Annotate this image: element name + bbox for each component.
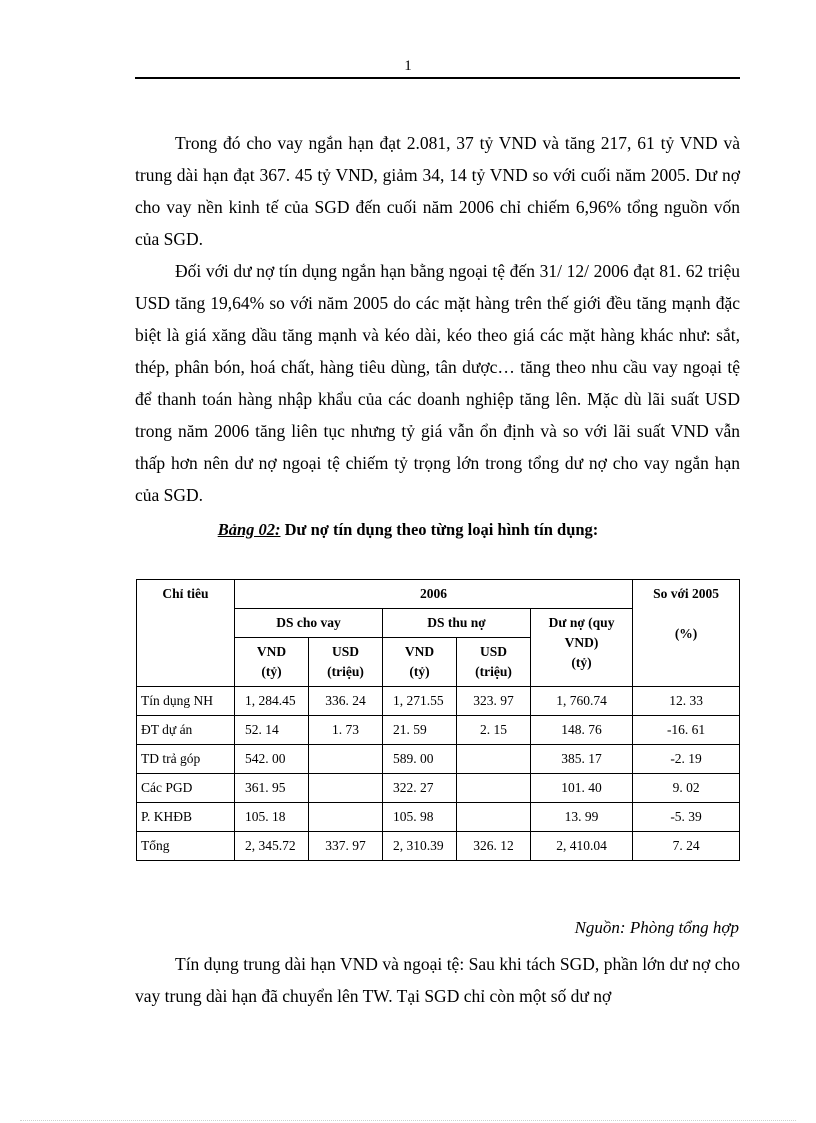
header-usd-unit: (triệu) xyxy=(327,664,364,679)
table-cell-tn-vnd: 105. 98 xyxy=(383,803,457,832)
table-cell-label: Tín dụng NH xyxy=(137,687,235,716)
table-cell-tn-usd: 323. 97 xyxy=(457,687,531,716)
table-cell-pct: 9. 02 xyxy=(633,774,740,803)
table-cell-cv-usd: 337. 97 xyxy=(309,832,383,861)
table-cell-label: P. KHĐB xyxy=(137,803,235,832)
table-cell-cv-vnd: 1, 284.45 xyxy=(235,687,309,716)
header-rule xyxy=(135,77,740,79)
table-cell-cv-usd xyxy=(309,745,383,774)
table-cell-pct: -16. 61 xyxy=(633,716,740,745)
table-cell-pct: -2. 19 xyxy=(633,745,740,774)
table-caption-title: Dư nợ tín dụng theo từng loại hình tín dụng: xyxy=(280,520,599,539)
table-cell-cv-vnd: 361. 95 xyxy=(235,774,309,803)
table-source: Nguồn: Phòng tổng hợp xyxy=(574,918,739,937)
header-ds-cho-vay: DS cho vay xyxy=(235,609,383,638)
header-ds-thu-no: DS thu nợ xyxy=(383,609,531,638)
table-cell-cv-usd xyxy=(309,803,383,832)
header-vnd-label: VND xyxy=(404,644,435,659)
table-cell-tn-usd xyxy=(457,774,531,803)
table-row xyxy=(137,687,740,716)
table-cell-tn-usd: 326. 12 xyxy=(457,832,531,861)
table-row xyxy=(137,774,740,803)
table-cell-label: Tổng xyxy=(137,832,235,861)
header-du-no xyxy=(531,609,633,687)
credit-table xyxy=(136,579,740,861)
table-row xyxy=(137,803,740,832)
table-cell-tn-vnd: 322. 27 xyxy=(383,774,457,803)
header-so-voi xyxy=(633,580,740,687)
header-cv-usd xyxy=(309,638,383,687)
header-so-voi-label: So với 2005 xyxy=(653,586,720,601)
paragraph: Trong đó cho vay ngắn hạn đạt 2.081, 37 tỷ VND và tăng 217, 61 tỷ VND và trung dài hạn đạt 367. 45 tỷ VND, giảm 34, 14 tỷ VND so với cuối năm 2005. Dư nợ cho vay nền kinh tế của SGD đến cuối năm 2006 chỉ chiếm 6,96% tổng nguồn vốn của SGD. xyxy=(135,133,740,249)
table-cell-label: ĐT dự án xyxy=(137,716,235,745)
header-du-no-unit: (tỷ) xyxy=(571,655,592,670)
header-vnd-unit: (tỷ) xyxy=(409,664,430,679)
table-cell-cv-usd: 1. 73 xyxy=(309,716,383,745)
table-row xyxy=(137,832,740,861)
header-tn-usd xyxy=(457,638,531,687)
header-usd-label: USD xyxy=(331,644,359,659)
body-text-bottom xyxy=(135,948,740,1012)
paragraph: Tín dụng trung dài hạn VND và ngoại tệ: Sau khi tách SGD, phần lớn dư nợ cho vay trung dài hạn đã chuyển lên TW. Tại SGD chỉ còn một số dư nợ xyxy=(135,954,740,1006)
table-cell-pct: -5. 39 xyxy=(633,803,740,832)
table-cell-cv-usd: 336. 24 xyxy=(309,687,383,716)
table-cell-tn-vnd: 2, 310.39 xyxy=(383,832,457,861)
table-cell-du-no: 1, 760.74 xyxy=(531,687,633,716)
table-cell-du-no: 148. 76 xyxy=(531,716,633,745)
header-du-no-label: Dư nợ (quy VND) xyxy=(548,615,615,650)
table-cell-label: Các PGD xyxy=(137,774,235,803)
header-chi-tieu: Chỉ tiêu xyxy=(137,580,235,687)
table-cell-tn-vnd: 21. 59 xyxy=(383,716,457,745)
table-cell-tn-vnd: 1, 271.55 xyxy=(383,687,457,716)
header-cv-vnd xyxy=(235,638,309,687)
header-vnd-unit: (tỷ) xyxy=(261,664,282,679)
header-tn-vnd xyxy=(383,638,457,687)
table-row xyxy=(137,745,740,774)
body-text-top xyxy=(135,127,740,511)
header-usd-unit: (triệu) xyxy=(475,664,512,679)
table-cell-cv-usd xyxy=(309,774,383,803)
table-cell-cv-vnd: 2, 345.72 xyxy=(235,832,309,861)
table-cell-du-no: 101. 40 xyxy=(531,774,633,803)
table-cell-cv-vnd: 52. 14 xyxy=(235,716,309,745)
header-vnd-label: VND xyxy=(256,644,287,659)
table-cell-du-no: 13. 99 xyxy=(531,803,633,832)
paragraph: Đối với dư nợ tín dụng ngắn hạn bằng ngoại tệ đến 31/ 12/ 2006 đạt 81. 62 triệu USD tăng 19,64% so với năm 2005 do các mặt hàng trên thế giới đều tăng mạnh đặc biệt là giá xăng dầu tăng mạnh và kéo dài, kéo theo giá các mặt hàng khác như: sắt, thép, phân bón, hoá chất, hàng tiêu dùng, tân dược… tăng theo nhu cầu vay ngoại tệ để thanh toán hàng nhập khẩu của các doanh nghiệp tăng lên. Mặc dù lãi suất USD trong năm 2006 tăng liên tục nhưng tỷ giá vẫn ổn định và so với lãi suất VND vẫn thấp hơn nên dư nợ ngoại tệ chiếm tỷ trọng lớn trong tổng dư nợ cho vay ngắn hạn của SGD. xyxy=(135,261,740,505)
table-cell-pct: 12. 33 xyxy=(633,687,740,716)
table-caption xyxy=(0,520,816,540)
header-so-voi-unit: (%) xyxy=(674,626,698,641)
table-cell-tn-usd xyxy=(457,803,531,832)
header-usd-label: USD xyxy=(479,644,507,659)
table-cell-du-no: 385. 17 xyxy=(531,745,633,774)
table-cell-tn-vnd: 589. 00 xyxy=(383,745,457,774)
table-cell-label: TD trả góp xyxy=(137,745,235,774)
table-header-row xyxy=(137,580,740,609)
header-year: 2006 xyxy=(235,580,633,609)
table-cell-cv-vnd: 105. 18 xyxy=(235,803,309,832)
page-number: 1 xyxy=(404,58,412,74)
footer-divider xyxy=(20,1120,796,1121)
table-cell-pct: 7. 24 xyxy=(633,832,740,861)
table-cell-tn-usd xyxy=(457,745,531,774)
table-cell-tn-usd: 2. 15 xyxy=(457,716,531,745)
table-cell-du-no: 2, 410.04 xyxy=(531,832,633,861)
table-row xyxy=(137,716,740,745)
table-cell-cv-vnd: 542. 00 xyxy=(235,745,309,774)
table-caption-label: Bảng 02: xyxy=(217,520,281,539)
